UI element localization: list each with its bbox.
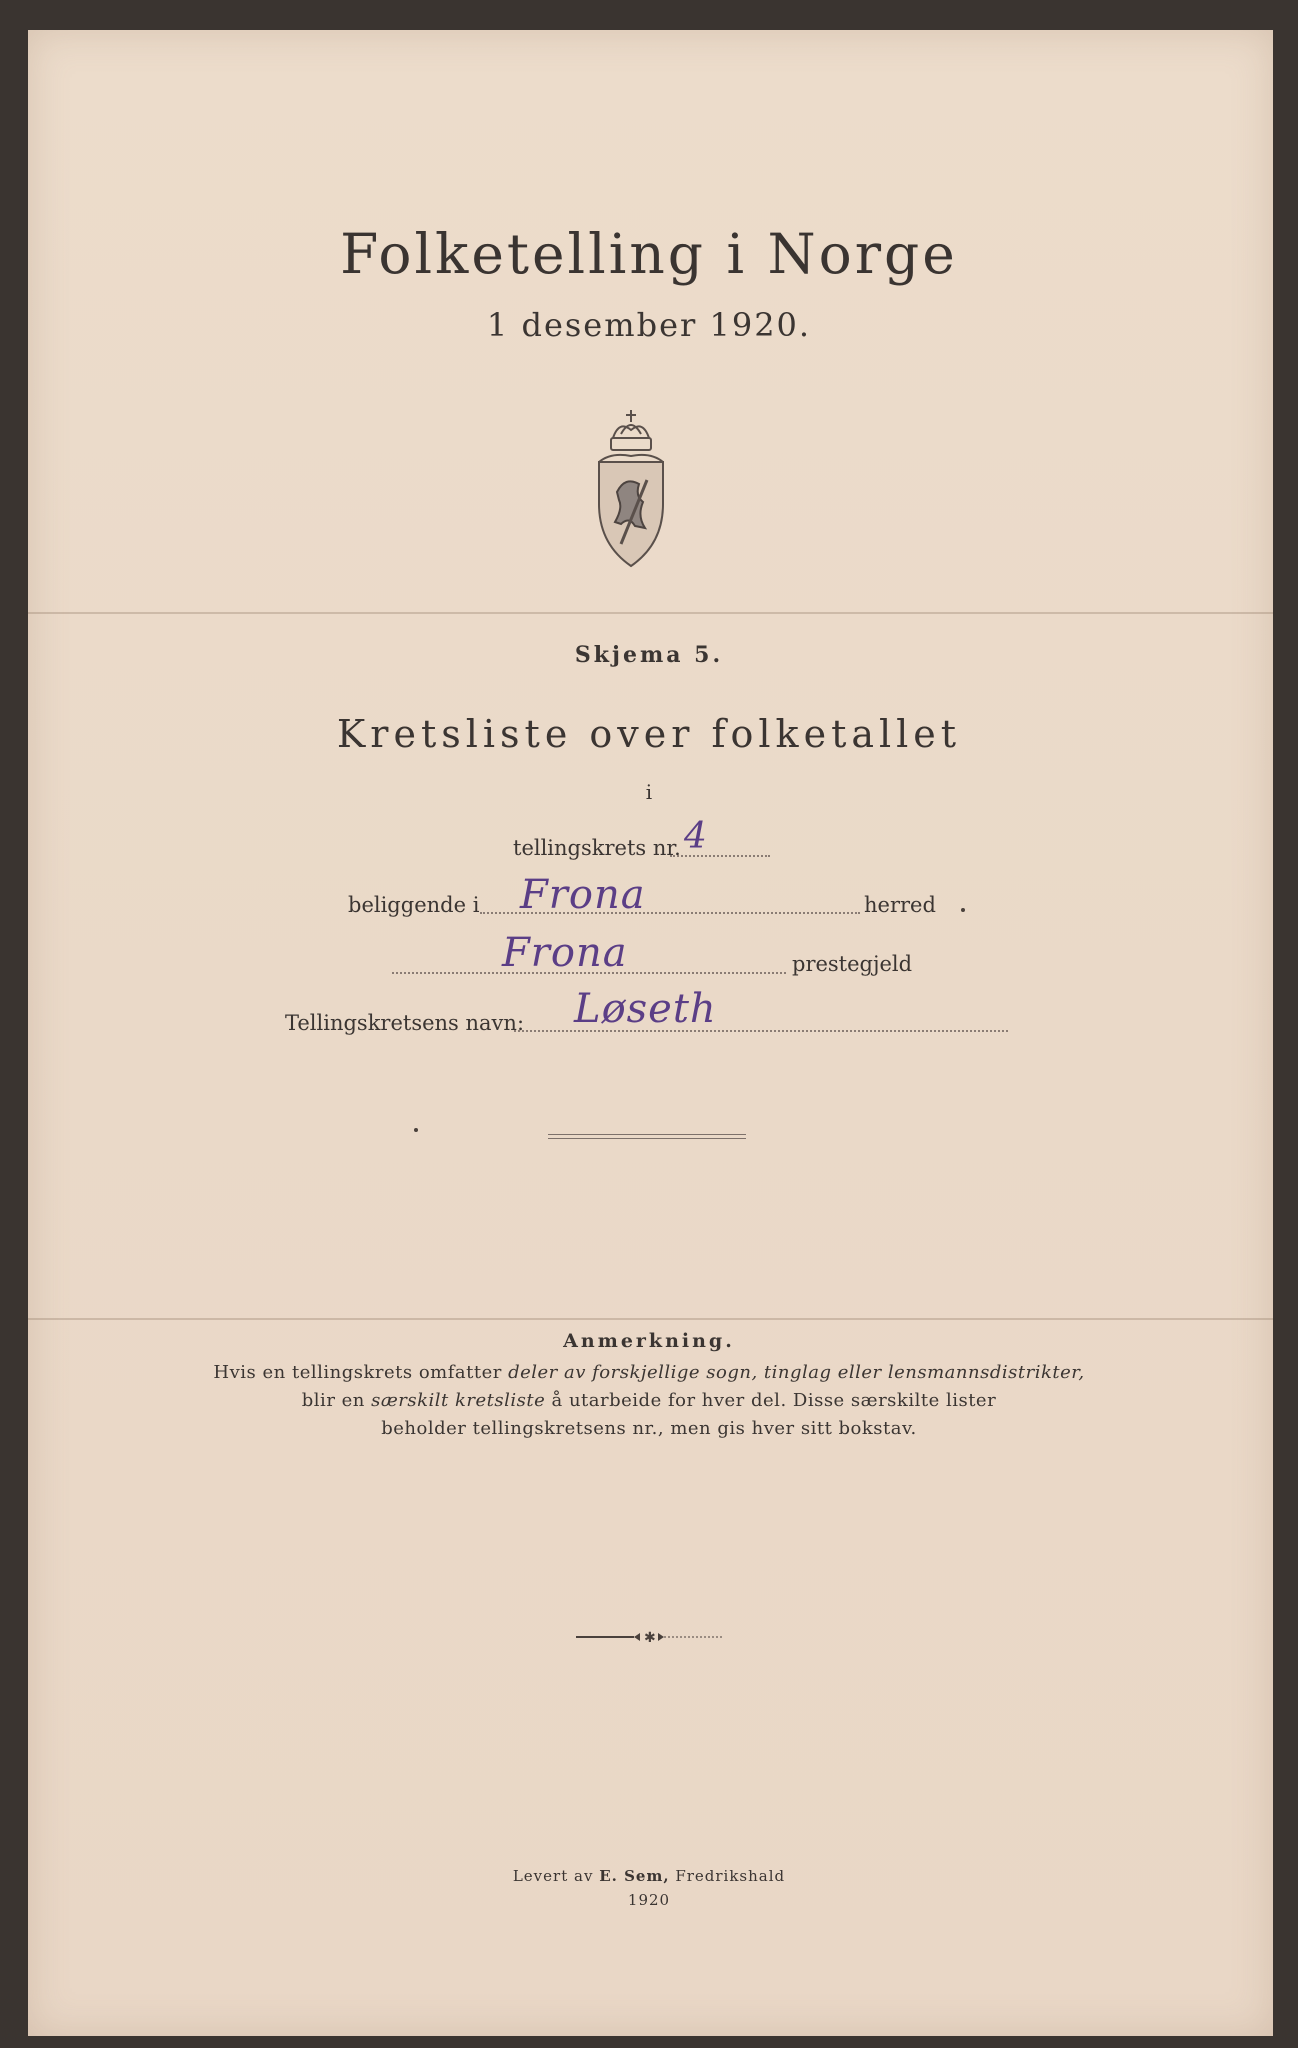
divider-rule (548, 1134, 746, 1139)
located-in-value: Frona (520, 872, 646, 918)
ornament-divider-icon (574, 1630, 724, 1644)
note-line-1 (0, 1362, 1298, 1383)
note-heading: Anmerkning. (563, 1330, 735, 1352)
located-in-label: beliggende i (348, 893, 480, 917)
printer-name: E. Sem, (599, 1867, 670, 1885)
parish-value: Frona (502, 930, 628, 976)
printer-city: Fredrikshald (669, 1867, 786, 1885)
note-emphasis: særskilt kretsliste (371, 1390, 546, 1411)
norwegian-coat-of-arms-icon (591, 404, 671, 570)
printer-year: 1920 (627, 1891, 671, 1909)
note-emphasis: deler av forskjellige sogn, tinglag eller lensmannsdistrikter, (508, 1362, 1085, 1383)
page-title: Folketelling i Norge (340, 222, 958, 286)
fold-crease (28, 612, 1273, 614)
connector-word: i (645, 780, 653, 804)
note-line-2 (0, 1390, 1298, 1411)
note-text: blir en (301, 1390, 372, 1411)
district-number-value: 4 (684, 816, 708, 857)
parish-label: prestegjeld (792, 952, 913, 976)
herred-label: herred (864, 893, 936, 917)
dot-mark (961, 908, 965, 912)
svg-text:✱: ✱ (644, 1630, 656, 1644)
district-name-label: Tellingskretsens navn: (285, 1011, 525, 1035)
dot-mark (414, 1128, 418, 1132)
census-date: 1 desember 1920. (486, 306, 812, 344)
form-subtitle: Kretsliste over folketallet (336, 712, 962, 756)
note-line-3: beholder tellingskretsens nr., men gis hver sitt bokstav. (381, 1418, 917, 1439)
printer-text: Levert av (512, 1867, 600, 1885)
schema-number: Skjema 5. (574, 642, 724, 668)
district-name-value: Løseth (574, 986, 717, 1032)
note-text: å utarbeide for hver del. Disse særskilte lister (545, 1390, 997, 1411)
fold-crease (28, 1318, 1273, 1320)
printer-line (0, 1867, 1298, 1885)
district-number-label: tellingskrets nr. (513, 836, 681, 860)
note-text: Hvis en tellingskrets omfatter (213, 1362, 509, 1383)
